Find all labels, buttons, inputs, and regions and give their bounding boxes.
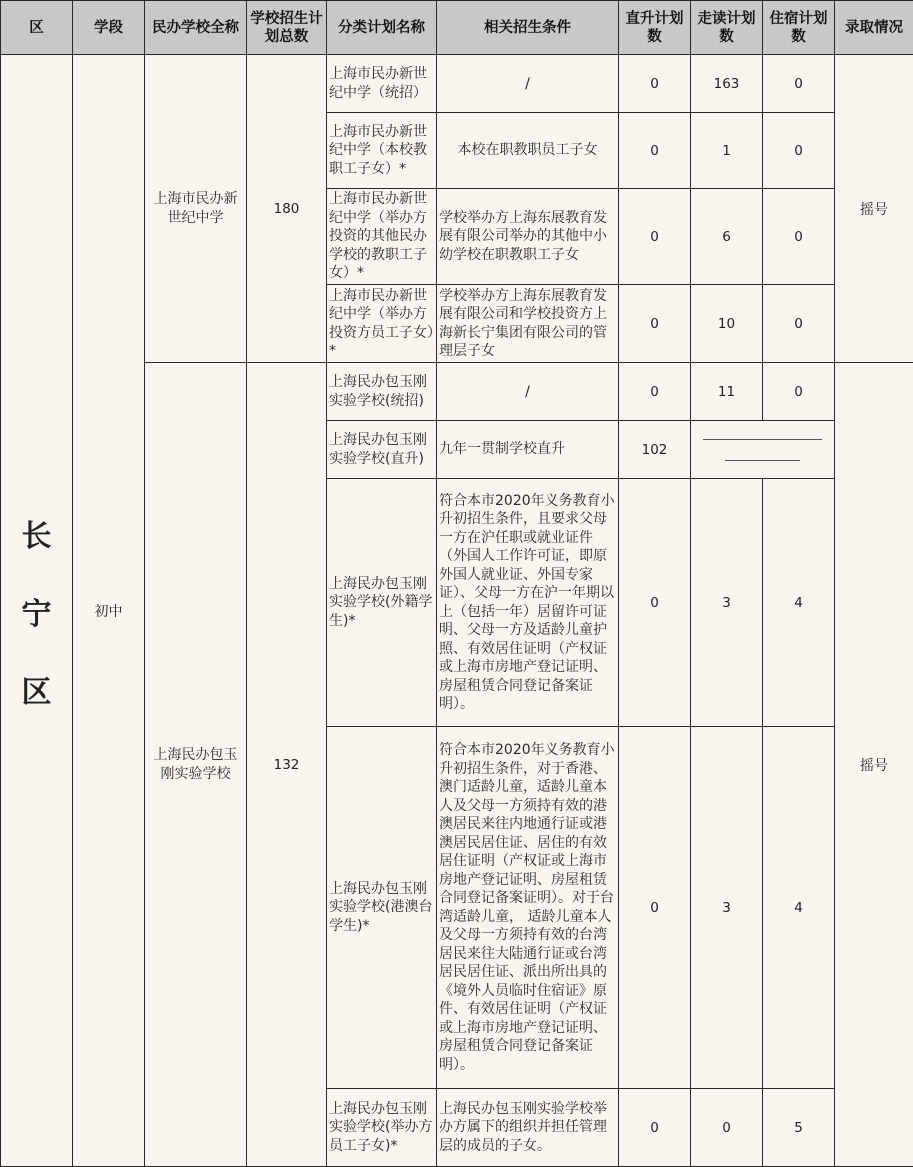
day-cell: 6 [691,189,763,285]
board-cell: 0 [763,285,835,363]
conditions-cell: 符合本市2020年义务教育小升初招生条件，对于香港、澳门适龄儿童，适龄儿童本人及父母一方须持有效的港澳居民来往内地通行证或港澳居民居住证、居住的有效居住证明（产权证或上海市房地产登记证明、房屋租赁合同登记备案证明）。对于台湾适龄儿童， 适龄儿童本人及父母一方须持有效的台湾居民来往大陆通行证或台湾居民居住证、派出所出具的《境外人员临时住宿证》原件、有效居住证明（产权证或上海市房地产登记证明、房屋租赁合同登记备案证明）。 [437,727,619,1089]
table-row [1,55,913,113]
header-day: 走读计划数 [691,1,763,55]
header-plan-name: 分类计划名称 [327,1,437,55]
direct-cell: 102 [619,421,691,479]
plan-name-cell: 上海民办包玉刚实验学校(直升) [327,421,437,479]
plan-name-cell: 上海民办包玉刚实验学校(统招) [327,363,437,421]
day-cell: 0 [691,1089,763,1167]
header-direct: 直升计划数 [619,1,691,55]
school-name-cell: 上海市民办新世纪中学 [145,55,247,363]
direct-cell: 0 [619,479,691,727]
school-name-cell: 上海民办包玉刚实验学校 [145,363,247,1167]
board-cell: 0 [763,363,835,421]
header-conditions: 相关招生条件 [437,1,619,55]
direct-cell: 0 [619,55,691,113]
header-stage: 学段 [73,1,145,55]
day-cell: 10 [691,285,763,363]
district-char: 区 [3,667,70,711]
conditions-cell: 学校举办方上海东展教育发展有限公司和学校投资方上海新长宁集团有限公司的管理层子女 [437,285,619,363]
direct-cell: 0 [619,363,691,421]
conditions-cell: 符合本市2020年义务教育小升初招生条件，且要求父母一方在沪任职或就业证件（外国人工作许可证，即原外国人就业证、外国专家证）、父母一方在沪一年期以上（包括一年）居留许可证明、父母一方及适龄儿童护照、有效居住证明（产权证或上海市房地产登记证明、房屋租赁合同登记备案证明）。 [437,479,619,727]
day-cell: 3 [691,479,763,727]
header-admission: 录取情况 [835,1,913,55]
admission-cell: 摇号 [835,55,913,363]
board-cell: 0 [763,55,835,113]
day-cell: 3 [691,727,763,1089]
header-total-quota: 学校招生计划总数 [247,1,327,55]
plan-name-cell: 上海市民办新世纪中学（举办方投资方员工子女）* [327,285,437,363]
plan-name-cell: 上海民办包玉刚实验学校(外籍学生)* [327,479,437,727]
header-row [1,1,913,55]
conditions-cell: 本校在职教职员工子女 [437,113,619,189]
board-cell: 4 [763,479,835,727]
direct-cell: 0 [619,1089,691,1167]
district-cell [1,55,73,1167]
direct-cell: 0 [619,285,691,363]
header-board: 住宿计划数 [763,1,835,55]
admission-cell: 摇号 [835,363,913,1167]
school-total-cell: 132 [247,363,327,1167]
plan-name-cell: 上海市民办新世纪中学（统招） [327,55,437,113]
day-cell: 1 [691,113,763,189]
direct-cell: 0 [619,189,691,285]
conditions-cell: 学校举办方上海东展教育发展有限公司举办的其他中小幼学校在职教职工子女 [437,189,619,285]
school-total-cell: 180 [247,55,327,363]
plan-name-cell: 上海民办包玉刚实验学校(举办方员工子女)* [327,1089,437,1167]
empty-quota-cell [691,421,835,479]
conditions-cell: 上海民办包玉刚实验学校举办方属下的组织并担任管理层的成员的子女。 [437,1089,619,1167]
direct-cell: 0 [619,727,691,1089]
board-cell: 4 [763,727,835,1089]
district-char: 宁 [3,589,70,633]
direct-cell: 0 [619,113,691,189]
day-cell: 11 [691,363,763,421]
plan-name-cell: 上海民办包玉刚实验学校(港澳台学生)* [327,727,437,1089]
header-district: 区 [1,1,73,55]
conditions-cell: / [437,363,619,421]
board-cell: 5 [763,1089,835,1167]
divider-line [725,460,800,461]
day-cell: 163 [691,55,763,113]
conditions-cell: 九年一贯制学校直升 [437,421,619,479]
stage-cell: 初中 [73,55,145,1167]
board-cell: 0 [763,189,835,285]
plan-name-cell: 上海市民办新世纪中学（本校教职工子女）* [327,113,437,189]
board-cell: 0 [763,113,835,189]
header-school-name: 民办学校全称 [145,1,247,55]
conditions-cell: / [437,55,619,113]
district-char: 长 [3,511,70,555]
plan-name-cell: 上海市民办新世纪中学（举办方投资的其他民办学校的教职工子女）* [327,189,437,285]
